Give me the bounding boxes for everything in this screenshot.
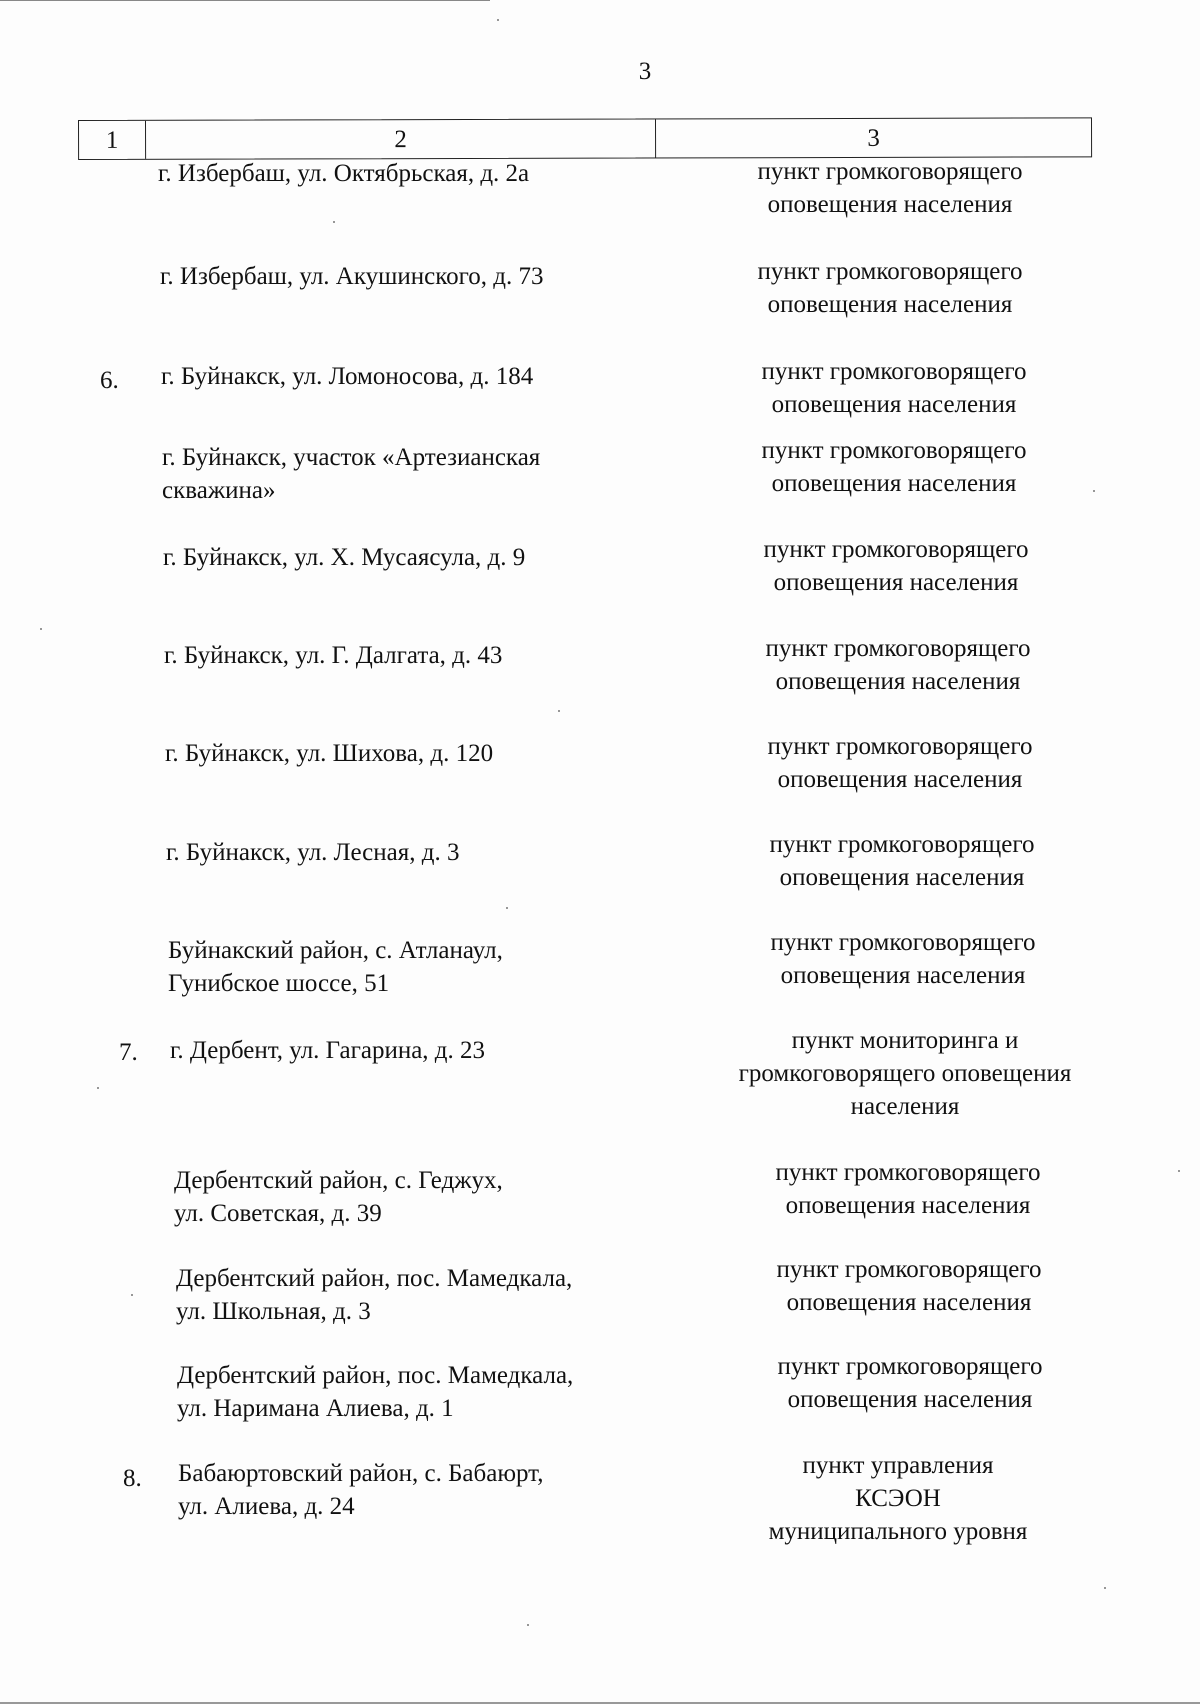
row-4-purpose: пункт громкоговорящего оповещения населения <box>761 437 1027 497</box>
row-13-purpose: пункт громкоговорящего оповещения населения <box>777 1353 1043 1413</box>
row-5-purpose: пункт громкоговорящего оповещения населения <box>763 536 1029 596</box>
scan-speck <box>1178 1170 1180 1172</box>
row-8-address: г. Буйнакск, ул. Лесная, д. 3 <box>166 839 460 866</box>
row-5-address: г. Буйнакск, ул. Х. Мусаясула, д. 9 <box>163 544 526 571</box>
row-10-purpose: пункт мониторинга и громкоговорящего оповещения населения <box>738 1027 1072 1120</box>
row-9-address: Буйнакский район, с. Атланаул, Гунибское шоссе, 51 <box>168 937 503 997</box>
row-2-address: г. Избербаш, ул. Акушинского, д. 73 <box>160 263 544 290</box>
scan-speck <box>497 19 499 21</box>
row-2-purpose: пункт громкоговорящего оповещения населения <box>757 258 1023 318</box>
header-cell-2: 2 <box>146 119 656 158</box>
header-cell-3: 3 <box>867 124 880 152</box>
row-3-number: 6. <box>100 367 119 394</box>
row-11-address: Дербентский район, с. Геджух, ул. Советская, д. 39 <box>174 1167 503 1227</box>
row-10-number: 7. <box>119 1039 138 1066</box>
scan-speck <box>506 907 508 909</box>
row-14-number: 8. <box>123 1465 142 1492</box>
scan-speck <box>40 628 42 630</box>
row-3-address: г. Буйнакск, ул. Ломоносова, д. 184 <box>161 363 534 390</box>
row-7-purpose: пункт громкоговорящего оповещения населения <box>767 733 1033 793</box>
row-3-purpose: пункт громкоговорящего оповещения населения <box>761 358 1027 418</box>
row-1-address: г. Избербаш, ул. Октябрьская, д. 2а <box>158 160 530 187</box>
row-4-address: г. Буйнакск, участок «Артезианская скважина» <box>162 444 541 504</box>
table-header-row <box>78 117 1092 160</box>
row-14-address: Бабаюртовский район, с. Бабаюрт, ул. Алиева, д. 24 <box>178 1460 544 1520</box>
scan-speck <box>97 1087 99 1089</box>
row-10-address: г. Дербент, ул. Гагарина, д. 23 <box>170 1037 486 1064</box>
row-14-purpose: пункт управления КСЭОН муниципального уровня <box>768 1452 1028 1545</box>
scan-speck <box>333 221 335 223</box>
scan-speck <box>527 1624 529 1626</box>
page-number: 3 <box>638 58 652 85</box>
row-1-purpose: пункт громкоговорящего оповещения населения <box>757 158 1023 218</box>
row-13-address: Дербентский район, пос. Мамедкала, ул. Наримана Алиева, д. 1 <box>177 1362 574 1422</box>
scan-speck <box>558 710 560 712</box>
row-11-purpose: пункт громкоговорящего оповещения населения <box>775 1159 1041 1219</box>
scan-speck <box>131 1294 133 1296</box>
row-12-address: Дербентский район, пос. Мамедкала, ул. Школьная, д. 3 <box>176 1265 573 1325</box>
scan-speck <box>1104 1587 1106 1589</box>
scan-top-edge <box>0 0 490 1</box>
row-7-address: г. Буйнакск, ул. Шихова, д. 120 <box>165 740 494 767</box>
row-6-purpose: пункт громкоговорящего оповещения населения <box>765 635 1031 695</box>
row-6-address: г. Буйнакск, ул. Г. Далгата, д. 43 <box>164 642 503 669</box>
row-12-purpose: пункт громкоговорящего оповещения населения <box>776 1256 1042 1316</box>
header-cell-1: 1 <box>79 121 146 159</box>
scan-speck <box>1093 490 1095 492</box>
row-9-purpose: пункт громкоговорящего оповещения населения <box>770 929 1036 989</box>
row-8-purpose: пункт громкоговорящего оповещения населения <box>769 831 1035 891</box>
